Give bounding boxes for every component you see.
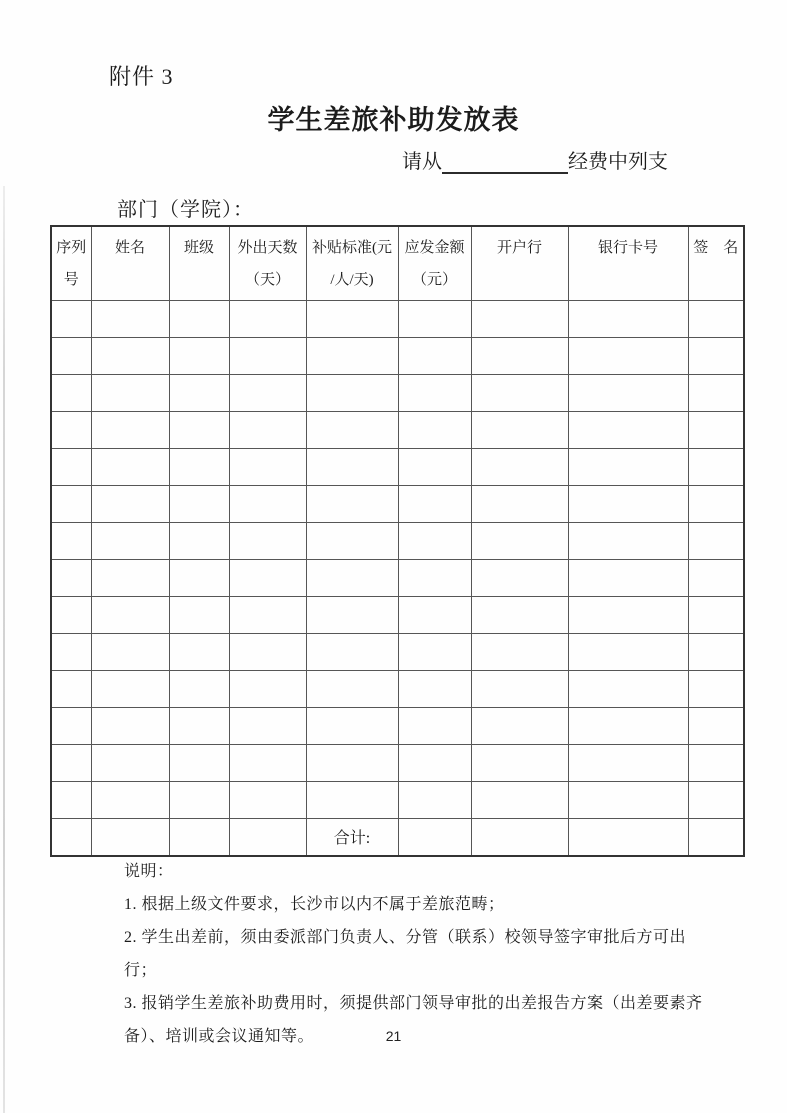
empty-cell bbox=[169, 301, 229, 338]
table-empty-row bbox=[51, 375, 744, 412]
empty-cell bbox=[91, 671, 169, 708]
empty-cell bbox=[229, 634, 306, 671]
empty-cell bbox=[568, 671, 688, 708]
col-header-text: 补贴标准(元 bbox=[312, 240, 392, 256]
empty-cell bbox=[91, 597, 169, 634]
col-header-bank bbox=[471, 226, 568, 301]
empty-cell bbox=[169, 449, 229, 486]
table-empty-row bbox=[51, 597, 744, 634]
table-empty-row bbox=[51, 782, 744, 819]
empty-cell bbox=[471, 523, 568, 560]
empty-cell bbox=[568, 486, 688, 523]
empty-cell bbox=[471, 634, 568, 671]
empty-cell bbox=[51, 597, 91, 634]
empty-cell bbox=[91, 708, 169, 745]
empty-cell bbox=[51, 819, 91, 856]
empty-cell bbox=[398, 560, 471, 597]
funding-blank-field bbox=[442, 152, 568, 174]
empty-cell bbox=[688, 412, 744, 449]
table-empty-row bbox=[51, 449, 744, 486]
note-item: 1. 根据上级文件要求，长沙市以内不属于差旅范畴； bbox=[124, 896, 505, 913]
empty-cell bbox=[51, 375, 91, 412]
empty-cell bbox=[229, 560, 306, 597]
empty-cell bbox=[471, 597, 568, 634]
empty-cell bbox=[51, 634, 91, 671]
empty-cell bbox=[91, 375, 169, 412]
col-header-text: （元） bbox=[411, 272, 457, 288]
empty-cell bbox=[51, 486, 91, 523]
empty-cell bbox=[91, 523, 169, 560]
empty-cell bbox=[568, 745, 688, 782]
funding-suffix: 经费中列支 bbox=[568, 151, 668, 173]
empty-cell bbox=[229, 819, 306, 856]
empty-cell bbox=[471, 449, 568, 486]
empty-cell bbox=[568, 708, 688, 745]
empty-cell bbox=[229, 375, 306, 412]
col-header-subsidy-rate bbox=[306, 226, 398, 301]
empty-cell bbox=[306, 745, 398, 782]
empty-cell bbox=[398, 597, 471, 634]
empty-cell bbox=[91, 745, 169, 782]
empty-cell bbox=[471, 671, 568, 708]
table-empty-row bbox=[51, 486, 744, 523]
table-empty-row bbox=[51, 745, 744, 782]
col-header-name bbox=[91, 226, 169, 301]
empty-cell bbox=[471, 412, 568, 449]
table-empty-row bbox=[51, 634, 744, 671]
empty-cell bbox=[398, 449, 471, 486]
empty-cell bbox=[169, 486, 229, 523]
empty-cell bbox=[229, 597, 306, 634]
empty-cell bbox=[306, 560, 398, 597]
col-header-text: 开户行 bbox=[496, 240, 542, 256]
empty-cell bbox=[169, 412, 229, 449]
empty-cell bbox=[229, 708, 306, 745]
empty-cell bbox=[169, 560, 229, 597]
empty-cell bbox=[306, 486, 398, 523]
empty-cell bbox=[91, 486, 169, 523]
empty-cell bbox=[568, 412, 688, 449]
empty-cell bbox=[688, 486, 744, 523]
empty-cell bbox=[306, 338, 398, 375]
empty-cell bbox=[91, 819, 169, 856]
empty-cell bbox=[471, 819, 568, 856]
empty-cell bbox=[51, 671, 91, 708]
note-item: 3. 报销学生差旅补助费用时，须提供部门领导审批的出差报告方案（出差要素齐备）、培训或会议通知等。 bbox=[124, 995, 703, 1045]
empty-cell bbox=[568, 597, 688, 634]
empty-cell bbox=[398, 745, 471, 782]
empty-cell bbox=[169, 375, 229, 412]
empty-cell bbox=[229, 671, 306, 708]
empty-cell bbox=[91, 782, 169, 819]
empty-cell bbox=[91, 301, 169, 338]
table-empty-row bbox=[51, 671, 744, 708]
empty-cell bbox=[398, 486, 471, 523]
col-header-signature bbox=[688, 226, 744, 301]
col-header-class bbox=[169, 226, 229, 301]
col-header-card-number bbox=[568, 226, 688, 301]
empty-cell bbox=[91, 560, 169, 597]
empty-cell bbox=[169, 708, 229, 745]
col-header-text: /人/天) bbox=[330, 272, 374, 288]
col-header-text: （天） bbox=[244, 272, 290, 288]
empty-cell bbox=[471, 375, 568, 412]
note-item: 2. 学生出差前，须由委派部门负责人、分管（联系）校领导签字审批后方可出行； bbox=[124, 929, 687, 979]
empty-cell bbox=[688, 634, 744, 671]
table-empty-row bbox=[51, 412, 744, 449]
notes-section bbox=[124, 855, 716, 1053]
empty-cell bbox=[229, 301, 306, 338]
empty-cell bbox=[568, 375, 688, 412]
empty-cell bbox=[688, 708, 744, 745]
empty-cell bbox=[568, 560, 688, 597]
empty-cell bbox=[169, 338, 229, 375]
empty-cell bbox=[688, 338, 744, 375]
empty-cell bbox=[51, 708, 91, 745]
page-title: 学生差旅补助发放表 bbox=[267, 105, 520, 135]
table-empty-row bbox=[51, 301, 744, 338]
col-header-text: 号 bbox=[63, 272, 79, 288]
empty-cell bbox=[306, 449, 398, 486]
col-header-text: 序列 bbox=[56, 240, 87, 256]
empty-cell bbox=[568, 523, 688, 560]
table-empty-row bbox=[51, 560, 744, 597]
scan-edge-artifact bbox=[3, 186, 5, 1113]
empty-cell bbox=[688, 597, 744, 634]
funding-source-line bbox=[402, 145, 668, 174]
department-label: 部门（学院）： bbox=[117, 199, 254, 221]
col-header-text: 班级 bbox=[183, 240, 214, 256]
empty-cell bbox=[51, 412, 91, 449]
empty-cell bbox=[306, 597, 398, 634]
empty-cell bbox=[398, 782, 471, 819]
empty-cell bbox=[398, 375, 471, 412]
empty-cell bbox=[688, 301, 744, 338]
empty-cell bbox=[471, 301, 568, 338]
empty-cell bbox=[306, 634, 398, 671]
empty-cell bbox=[688, 819, 744, 856]
empty-cell bbox=[229, 338, 306, 375]
table-total-row bbox=[51, 819, 744, 856]
empty-cell bbox=[568, 449, 688, 486]
empty-cell bbox=[306, 523, 398, 560]
empty-cell bbox=[169, 671, 229, 708]
empty-cell bbox=[51, 338, 91, 375]
table-empty-row bbox=[51, 523, 744, 560]
empty-cell bbox=[688, 375, 744, 412]
empty-cell bbox=[229, 449, 306, 486]
empty-cell bbox=[688, 745, 744, 782]
empty-cell bbox=[471, 782, 568, 819]
empty-cell bbox=[229, 523, 306, 560]
col-header-text: 外出天数 bbox=[237, 240, 298, 256]
empty-cell bbox=[91, 412, 169, 449]
empty-cell bbox=[51, 745, 91, 782]
empty-cell bbox=[688, 449, 744, 486]
empty-cell bbox=[398, 708, 471, 745]
empty-cell bbox=[306, 782, 398, 819]
empty-cell bbox=[688, 671, 744, 708]
empty-cell bbox=[471, 486, 568, 523]
col-header-days-out bbox=[229, 226, 306, 301]
empty-cell bbox=[306, 301, 398, 338]
empty-cell bbox=[169, 782, 229, 819]
empty-cell bbox=[169, 597, 229, 634]
total-label-cell: 合计: bbox=[306, 819, 398, 856]
empty-cell bbox=[306, 375, 398, 412]
empty-cell bbox=[568, 782, 688, 819]
empty-cell bbox=[398, 819, 471, 856]
empty-cell bbox=[229, 745, 306, 782]
empty-cell bbox=[688, 782, 744, 819]
empty-cell bbox=[169, 745, 229, 782]
empty-cell bbox=[471, 560, 568, 597]
empty-cell bbox=[169, 523, 229, 560]
empty-cell bbox=[398, 634, 471, 671]
col-header-text: 姓名 bbox=[114, 240, 145, 256]
attachment-label: 附件 3 bbox=[109, 64, 174, 89]
table-empty-row bbox=[51, 338, 744, 375]
col-header-text: 签 名 bbox=[693, 240, 739, 256]
empty-cell bbox=[91, 634, 169, 671]
empty-cell bbox=[306, 412, 398, 449]
subsidy-table bbox=[50, 225, 745, 857]
empty-cell bbox=[169, 634, 229, 671]
empty-cell bbox=[398, 301, 471, 338]
empty-cell bbox=[229, 782, 306, 819]
empty-cell bbox=[51, 560, 91, 597]
col-header-text: 银行卡号 bbox=[597, 240, 658, 256]
empty-cell bbox=[51, 782, 91, 819]
empty-cell bbox=[229, 486, 306, 523]
empty-cell bbox=[471, 708, 568, 745]
empty-cell bbox=[568, 338, 688, 375]
empty-cell bbox=[306, 708, 398, 745]
col-header-amount-payable bbox=[398, 226, 471, 301]
empty-cell bbox=[51, 449, 91, 486]
empty-cell bbox=[398, 523, 471, 560]
empty-cell bbox=[229, 412, 306, 449]
funding-prefix: 请从 bbox=[402, 151, 442, 173]
empty-cell bbox=[471, 338, 568, 375]
empty-cell bbox=[568, 634, 688, 671]
notes-heading: 说明： bbox=[124, 863, 174, 880]
empty-cell bbox=[51, 523, 91, 560]
empty-cell bbox=[688, 523, 744, 560]
empty-cell bbox=[306, 671, 398, 708]
empty-cell bbox=[398, 412, 471, 449]
empty-cell bbox=[398, 338, 471, 375]
empty-cell bbox=[91, 338, 169, 375]
empty-cell bbox=[91, 449, 169, 486]
table-header-row bbox=[51, 226, 744, 301]
empty-cell bbox=[688, 560, 744, 597]
empty-cell bbox=[471, 745, 568, 782]
empty-cell bbox=[169, 819, 229, 856]
empty-cell bbox=[51, 301, 91, 338]
empty-cell bbox=[568, 301, 688, 338]
empty-cell bbox=[398, 671, 471, 708]
table-empty-row bbox=[51, 708, 744, 745]
page-number: 21 bbox=[385, 1028, 402, 1044]
col-header-serial bbox=[51, 226, 91, 301]
empty-cell bbox=[568, 819, 688, 856]
col-header-text: 应发金额 bbox=[404, 240, 465, 256]
